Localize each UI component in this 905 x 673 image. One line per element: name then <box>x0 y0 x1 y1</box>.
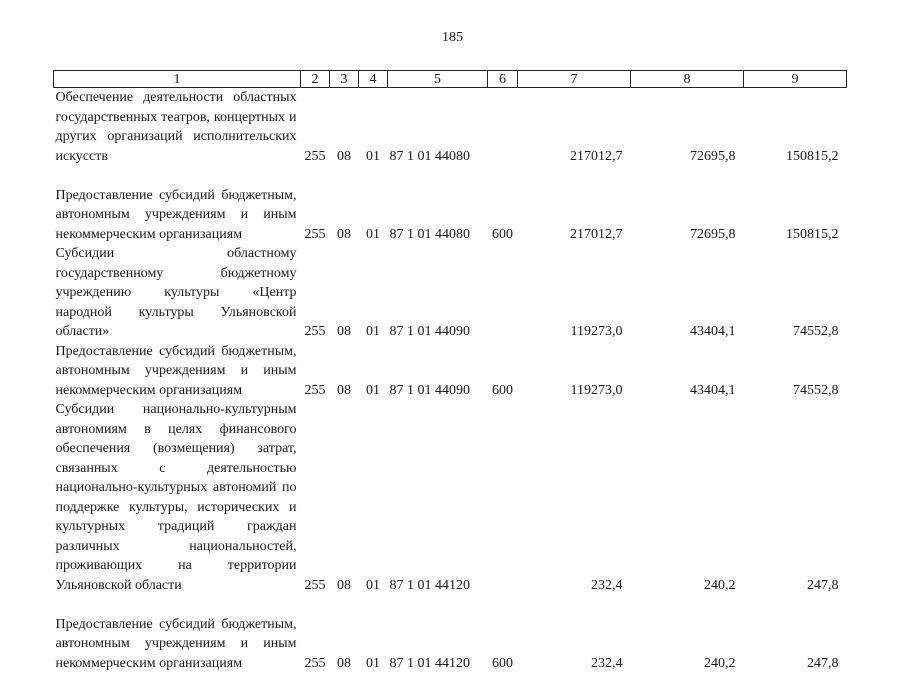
cell-col2: 255 <box>304 655 326 671</box>
column-header: 3 <box>330 71 359 88</box>
cell-col5: 87 1 01 44090 <box>389 382 470 398</box>
cell-col6 <box>488 88 518 167</box>
cell-col9: 150815,2 <box>786 226 839 242</box>
column-header: 5 <box>388 71 488 88</box>
cell-col8: 72695,8 <box>690 226 736 242</box>
cell-col6: 600 <box>492 382 513 398</box>
cell-col8: 43404,1 <box>690 382 736 398</box>
row-name: Предоставление субсидий бюджетным, автономным учреждениям и иным некоммерческим организациям <box>55 343 297 398</box>
cell-col4: 01 <box>366 655 380 671</box>
cell-col6 <box>488 400 518 595</box>
row-name: Субсидии областному государственному бюджетному учреждению культуры «Центр народной культуры Ульяновской области» <box>55 246 297 339</box>
budget-table <box>53 70 847 673</box>
cell-col4: 01 <box>366 382 380 398</box>
cell-col5: 87 1 01 44120 <box>389 655 470 671</box>
column-header: 4 <box>359 71 388 88</box>
cell-col7: 232,4 <box>591 655 623 671</box>
cell-col2: 255 <box>304 382 326 398</box>
row-name: Обеспечение деятельности областных государственных театров, концертных и других организаций исполнительских искусств <box>55 90 297 164</box>
table-row <box>54 244 847 342</box>
cell-col5: 87 1 01 44080 <box>389 148 470 164</box>
cell-col3: 08 <box>337 324 351 339</box>
cell-col9: 247,8 <box>807 655 839 671</box>
column-header: 8 <box>631 71 744 88</box>
column-header: 6 <box>488 71 518 88</box>
row-name: Предоставление субсидий бюджетным, автономным учреждениям и иным некоммерческим организациям <box>55 187 297 242</box>
page-number: 185 <box>442 30 463 45</box>
row-name: Предоставление субсидий бюджетным, автономным учреждениям и иным некоммерческим организациям <box>55 616 297 671</box>
cell-col6 <box>488 244 518 342</box>
cell-col3: 08 <box>337 382 351 398</box>
cell-col8: 43404,1 <box>690 324 736 339</box>
cell-col7: 217012,7 <box>570 148 623 164</box>
cell-col6: 600 <box>492 226 513 242</box>
cell-col2: 255 <box>304 324 326 339</box>
column-header: 7 <box>518 71 631 88</box>
cell-col3: 08 <box>337 655 351 671</box>
column-header: 2 <box>301 71 330 88</box>
cell-col4: 01 <box>366 324 380 339</box>
cell-col7: 232,4 <box>591 577 623 593</box>
cell-col7: 217012,7 <box>570 226 623 242</box>
cell-col4: 01 <box>366 148 380 164</box>
table-row <box>54 400 847 595</box>
cell-col6: 600 <box>492 655 513 671</box>
cell-col2: 255 <box>304 226 326 242</box>
table-row <box>54 342 847 401</box>
row-name: Субсидии национально-культурным автономиям в целях финансового обеспечения (возмещения) затрат, связанных с деятельностью национально-культурных автономий по поддержке культуры, исторических и культурных традиций граждан различных национальностей, проживающих на территории Ульяновской области <box>55 402 297 593</box>
table-row <box>54 166 847 244</box>
cell-col9: 150815,2 <box>786 148 839 164</box>
cell-col5: 87 1 01 44120 <box>389 577 470 593</box>
cell-col7: 119273,0 <box>570 324 623 339</box>
cell-col8: 72695,8 <box>690 148 736 164</box>
column-header: 1 <box>54 71 301 88</box>
cell-col9: 74552,8 <box>793 382 839 398</box>
cell-col2: 255 <box>304 577 326 593</box>
table-row <box>54 88 847 167</box>
cell-col9: 74552,8 <box>793 324 839 339</box>
column-header: 9 <box>744 71 847 88</box>
cell-col8: 240,2 <box>704 655 736 671</box>
cell-col3: 08 <box>337 226 351 242</box>
cell-col3: 08 <box>337 148 351 164</box>
cell-col9: 247,8 <box>807 577 839 593</box>
table-header-row <box>54 71 847 88</box>
cell-col5: 87 1 01 44090 <box>389 324 470 339</box>
cell-col8: 240,2 <box>704 577 736 593</box>
cell-col7: 119273,0 <box>570 382 623 398</box>
cell-col5: 87 1 01 44080 <box>389 226 470 242</box>
cell-col4: 01 <box>366 577 380 593</box>
cell-col2: 255 <box>304 148 326 164</box>
cell-col4: 01 <box>366 226 380 242</box>
table-row <box>54 595 847 673</box>
cell-col3: 08 <box>337 577 351 593</box>
